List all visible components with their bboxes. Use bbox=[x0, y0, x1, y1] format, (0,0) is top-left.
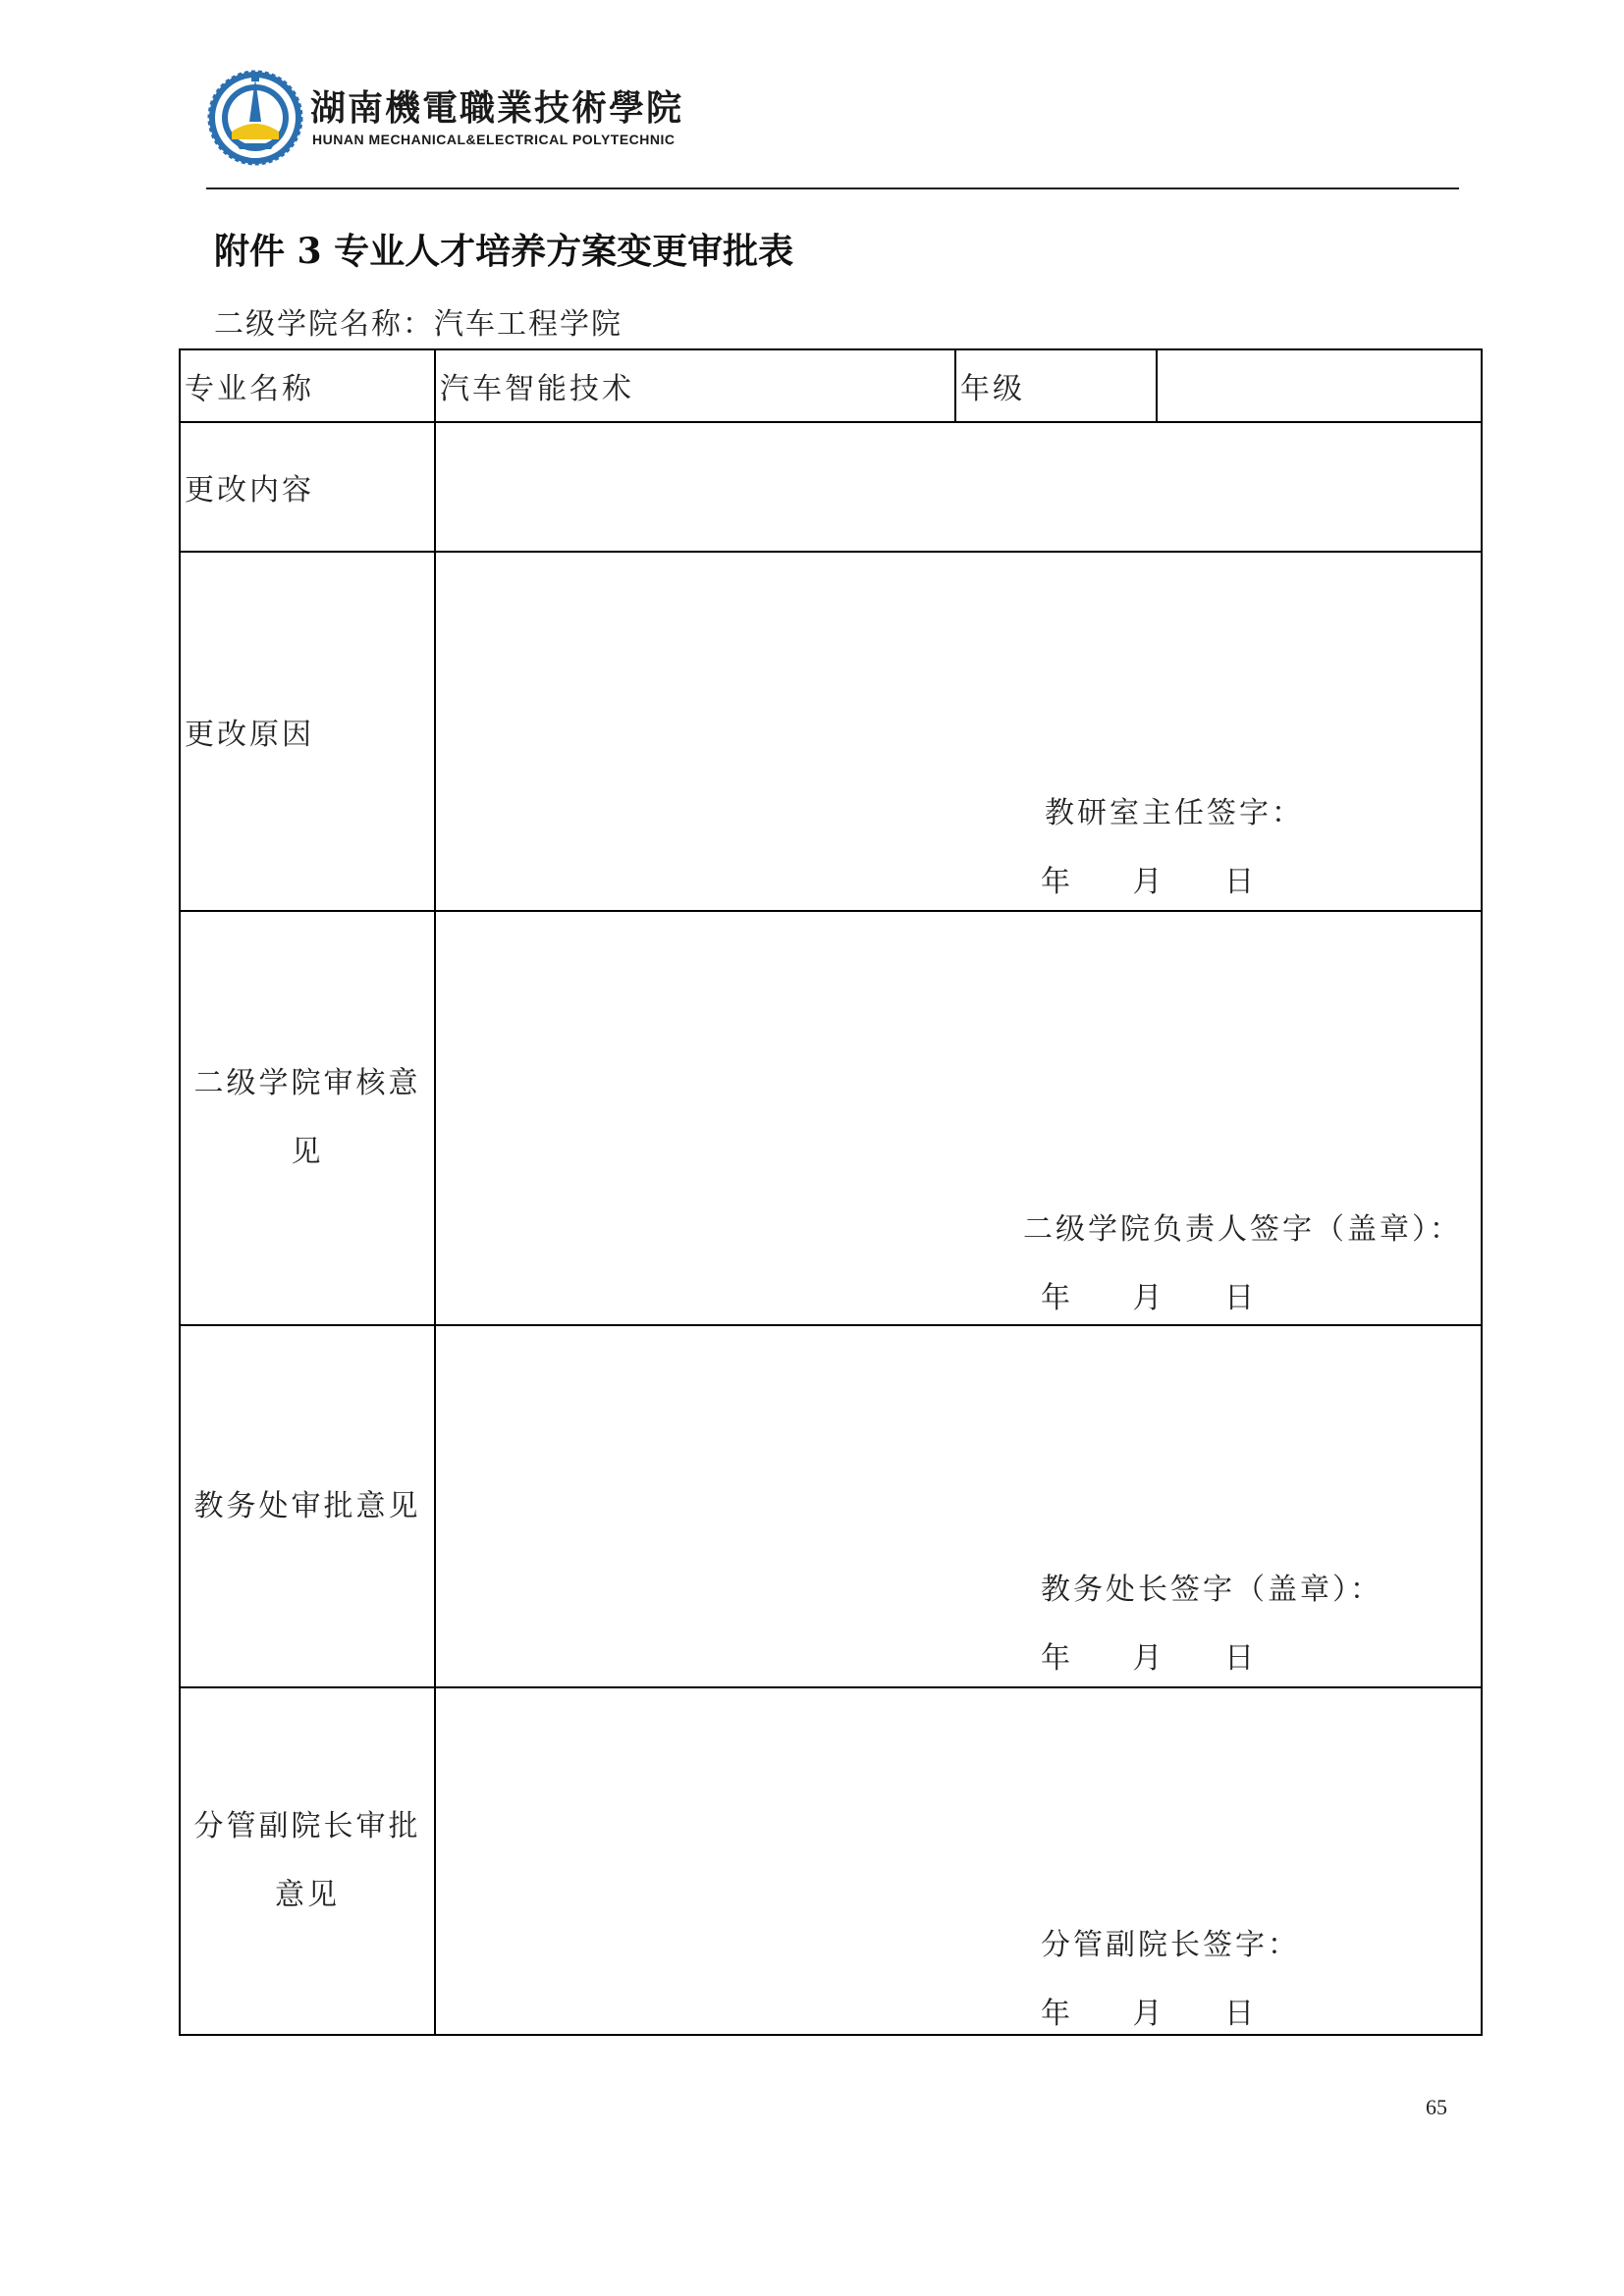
vice-president-field[interactable] bbox=[435, 1687, 1482, 2035]
table-row bbox=[180, 422, 1482, 552]
date-month-label: 月 bbox=[1132, 865, 1165, 899]
date-line bbox=[1041, 1633, 1257, 1677]
table-row bbox=[180, 911, 1482, 1325]
date-line bbox=[1041, 857, 1257, 900]
change-content-field[interactable] bbox=[435, 422, 1482, 552]
table-row bbox=[180, 349, 1482, 422]
school-name-en: HUNAN MECHANICAL&ELECTRICAL POLYTECHNIC bbox=[312, 132, 676, 147]
major-label: 专业名称 bbox=[180, 349, 435, 422]
vice-president-label-line2: 意见 bbox=[275, 1878, 340, 1912]
date-day-label: 日 bbox=[1224, 865, 1258, 899]
date-line bbox=[1041, 1273, 1257, 1316]
document-header bbox=[206, 69, 1453, 167]
major-value-field[interactable]: 汽车智能技术 bbox=[435, 349, 955, 422]
date-day-label: 日 bbox=[1224, 1641, 1258, 1676]
date-line bbox=[1041, 1989, 1257, 2032]
vice-president-signature-label: 分管副院长签字： bbox=[1041, 1928, 1300, 1962]
date-year-label: 年 bbox=[1041, 1281, 1073, 1315]
date-month-label: 月 bbox=[1132, 1281, 1165, 1315]
vice-president-label bbox=[180, 1687, 435, 2035]
document-title: 附件 3 专业人才培养方案变更审批表 bbox=[214, 231, 794, 272]
change-reason-label: 更改原因 bbox=[180, 552, 435, 911]
change-reason-field[interactable] bbox=[435, 552, 1482, 911]
table-row bbox=[180, 1687, 1482, 2035]
director-signature-label: 教研室主任签字： bbox=[1045, 796, 1304, 830]
college-review-label-line2: 见 bbox=[291, 1135, 324, 1169]
college-head-signature-label: 二级学院负责人签字（盖章）： bbox=[1023, 1212, 1462, 1247]
table-row bbox=[180, 1325, 1482, 1687]
header-divider bbox=[206, 187, 1459, 189]
academic-affairs-field[interactable] bbox=[435, 1325, 1482, 1687]
date-month-label: 月 bbox=[1132, 1997, 1165, 2031]
grade-value-field[interactable] bbox=[1157, 349, 1482, 422]
table-row bbox=[180, 552, 1482, 911]
date-year-label: 年 bbox=[1041, 1641, 1073, 1676]
college-review-label bbox=[180, 911, 435, 1325]
college-review-label-line1: 二级学院审核意 bbox=[193, 1066, 421, 1100]
school-emblem-icon bbox=[206, 69, 304, 167]
academic-affairs-signature-label: 教务处长签字（盖章）： bbox=[1041, 1573, 1382, 1607]
vice-president-label-line1: 分管副院长审批 bbox=[193, 1809, 421, 1843]
college-name-line: 二级学院名称：汽车工程学院 bbox=[214, 307, 623, 342]
date-day-label: 日 bbox=[1224, 1281, 1258, 1315]
change-content-label: 更改内容 bbox=[180, 422, 435, 552]
page-number: 65 bbox=[1426, 2095, 1447, 2119]
approval-form-table bbox=[179, 348, 1483, 2036]
grade-label: 年级 bbox=[955, 349, 1157, 422]
college-review-field[interactable] bbox=[435, 911, 1482, 1325]
date-year-label: 年 bbox=[1041, 865, 1073, 899]
date-month-label: 月 bbox=[1132, 1641, 1165, 1676]
date-day-label: 日 bbox=[1224, 1997, 1258, 2031]
school-name-cn: 湖南機電職業技術學院 bbox=[310, 87, 684, 129]
date-year-label: 年 bbox=[1041, 1997, 1073, 2031]
academic-affairs-label: 教务处审批意见 bbox=[180, 1325, 435, 1687]
